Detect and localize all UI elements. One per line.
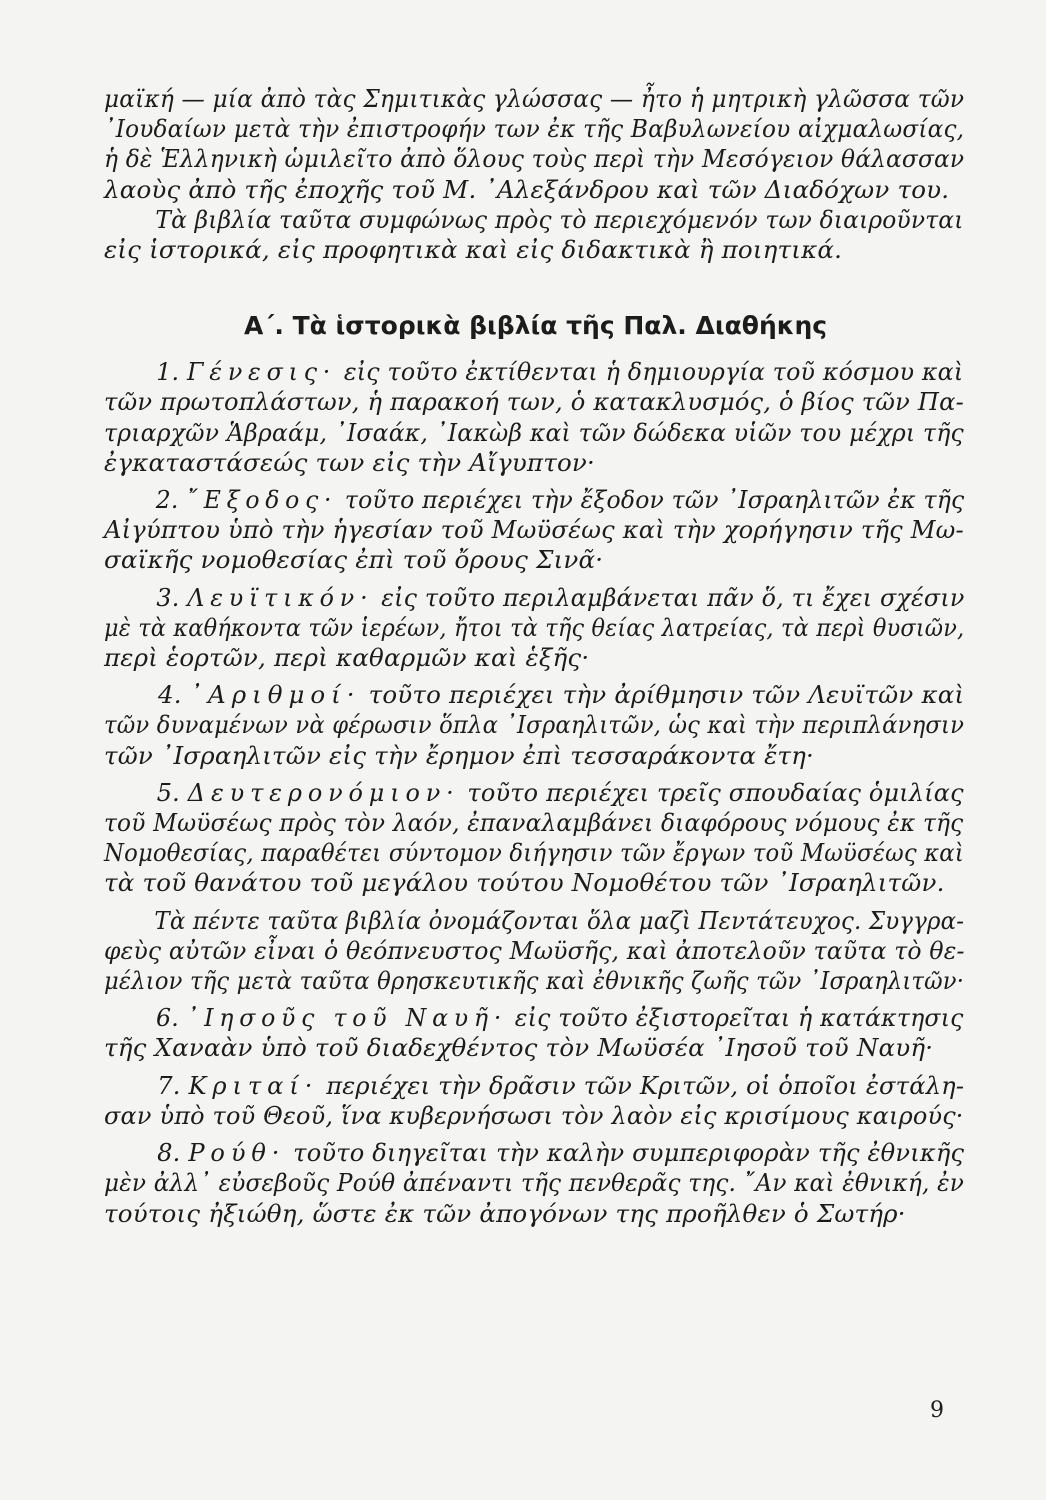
text-line: Τὰ βιβλία ταῦτα συμφώνως πρὸς τὸ περιεχόμενόν των διαιροῦνται — [155, 204, 964, 234]
text-line: τριαρχῶν Ἁβραάμ, ᾿Ισαάκ, ᾿Ιακὼβ καὶ τῶν δώδεκα υἱῶν του μέχρι τῆς — [104, 417, 964, 447]
section-heading: Α΄. Τὰ ἱστορικὰ βιβλία τῆς Παλ. Διαθήκης — [244, 311, 828, 341]
text-line — [104, 1003, 964, 1033]
text-line: τοῦ Μωϋσέως πρὸς τὸν λαόν, ἐπαναλαμβάνει διαφόρους νόμους ἐκ τῆς — [104, 808, 964, 838]
item-number: 8. — [157, 1138, 181, 1168]
item-deuteronomy — [104, 778, 964, 899]
item-leviticus — [104, 583, 964, 674]
item-judges — [104, 1071, 964, 1131]
item-joshua — [104, 1003, 964, 1063]
item-numbers — [104, 680, 964, 771]
text-line: λαοὺς ἀπὸ τῆς ἐποχῆς τοῦ Μ. ᾿Αλεξάνδρου καὶ τῶν Διαδόχων του. — [104, 174, 950, 204]
item-number: 7. — [157, 1070, 181, 1100]
item-number: 3. — [156, 582, 180, 612]
item-text: τοῦτο περιέχει τὴν ἀρίθμησιν τῶν Λευϊτῶν καὶ — [368, 680, 965, 710]
text-line: τῶν ᾿Ισραηλιτῶν εἰς τὴν ἔρημον ἐπὶ τεσσαράκοντα ἔτη· — [104, 740, 815, 770]
text-line: σαν ὑπὸ τοῦ Θεοῦ, ἵνα κυβερνήσωσι τὸν λαὸν εἰς κρισίμους καιρούς· — [104, 1100, 964, 1130]
text-line — [104, 582, 965, 613]
text-line: μέλιον τῆς μετὰ ταῦτα θρησκευτικῆς καὶ ἐθνικῆς ζωῆς τῶν ᾿Ισραηλιτῶν· — [104, 966, 965, 996]
item-number: 6. — [156, 1003, 179, 1033]
item-title: Ρούθ· — [188, 1138, 286, 1168]
text-line: σαϊκῆς νομοθεσίας ἐπὶ τοῦ ὄρους Σινᾶ· — [104, 545, 604, 575]
item-number: 2. — [155, 485, 179, 515]
item-number: 5. — [156, 777, 180, 807]
text-line: τούτοις ἠξιώθη, ὥστε ἐκ τῶν ἀπογόνων της προῆλθεν ὁ Σωτήρ· — [104, 1198, 906, 1228]
text-line: εἰς ἱστορικά, εἰς προφητικὰ καὶ εἰς διδακτικὰ ἢ ποιητικά. — [104, 235, 843, 265]
item-exodus — [104, 485, 964, 576]
item-title: ᾿Ιησοῦς τοῦ Ναυῆ· — [186, 1003, 508, 1033]
text-line: ᾿Ιουδαίων μετὰ τὴν ἐπιστροφήν των ἐκ τῆς Βαβυλωνείου αἰχμαλωσίας, — [104, 114, 965, 144]
item-text: εἰς τοῦτο ἐξιστορεῖται ἡ κατάκτησις — [514, 1003, 964, 1033]
item-title: Γένεσις· — [187, 357, 337, 387]
text-line: περὶ ἑορτῶν, περὶ καθαρμῶν καὶ ἑξῆς· — [104, 643, 590, 673]
item-text: τοῦτο περιέχει τὴν ἔξοδον τῶν ᾿Ισραηλιτῶν ἐκ τῆς — [344, 485, 965, 515]
text-line: ἡ δὲ Ἑλληνικὴ ὡμιλεῖτο ἀπὸ ὅλους τοὺς περὶ τὴν Μεσόγειον θάλασσαν — [104, 144, 965, 174]
text-line: μὲ τὰ καθήκοντα τῶν ἱερέων, ἤτοι τὰ τῆς θείας λατρείας, τὰ περὶ θυσιῶν, — [104, 612, 965, 642]
item-text: περιέχει τὴν δρᾶσιν τῶν Κριτῶν, οἱ ὁποῖοι ἐστάλη- — [326, 1070, 965, 1100]
item-text: τοῦτο διηγεῖται τὴν καλὴν συμπεριφορὰν τῆς ἐθνικῆς — [293, 1138, 965, 1168]
text-line: τὰ τοῦ θανάτου τοῦ μεγάλου τούτου Νομοθέτου τῶν ᾿Ισραηλιτῶν. — [104, 868, 945, 898]
text-line — [104, 1070, 965, 1101]
item-number: 1. — [156, 357, 180, 387]
item-text: εἰς τοῦτο ἐκτίθενται ἡ δημιουργία τοῦ κόσμου καὶ — [343, 357, 964, 387]
text-line: Αἰγύπτου ὑπὸ τὴν ἡγεσίαν τοῦ Μωϋσέως καὶ τὴν χορήγησιν τῆς Μω- — [104, 515, 964, 545]
page-body — [104, 84, 964, 1229]
item-title: Κριταί· — [188, 1070, 319, 1100]
item-genesis — [104, 357, 964, 478]
item-title: ᾿Αριθμοί· — [189, 680, 361, 710]
text-line — [104, 485, 965, 515]
text-line — [104, 680, 964, 710]
intro-paragraph — [104, 84, 964, 265]
text-line: Τὰ πέντε ταῦτα βιβλία ὀνομάζονται ὅλα μαζὶ Πεντάτευχος. Συγγρα- — [154, 905, 965, 935]
page-number: 9 — [930, 1398, 944, 1423]
item-title: Δευτερονόμιον· — [187, 777, 460, 807]
text-line: Νομοθεσίας, παραθέτει σύντομον διήγησιν τῶν ἔργων τοῦ Μωϋσέως καὶ — [104, 838, 964, 868]
text-line: τῶν δυναμένων νὰ φέρωσιν ὅπλα ᾿Ισραηλιτῶν, ὡς καὶ τὴν περιπλάνησιν — [104, 710, 965, 740]
pentateuch-paragraph — [104, 906, 964, 997]
text-line: τῶν πρωτοπλάστων, ἡ παρακοή των, ὁ κατακλυσμός, ὁ βίος τῶν Πα- — [104, 387, 964, 417]
text-line: τῆς Χαναὰν ὑπὸ τοῦ διαδεχθέντος τὸν Μωϋσέα ᾿Ιησοῦ τοῦ Ναυῆ· — [104, 1033, 934, 1063]
item-number: 4. — [158, 680, 182, 710]
text-line: φεὺς αὐτῶν εἶναι ὁ θεόπνευστος Μωϋσῆς, καὶ ἀποτελοῦν ταῦτα τὸ θε- — [104, 935, 965, 965]
item-text: εἰς τοῦτο περιλαμβάνεται πᾶν ὅ, τι ἔχει σχέσιν — [381, 582, 965, 612]
text-line: ἐγκαταστάσεώς των εἰς τὴν Αἴγυπτον· — [104, 447, 595, 477]
text-line — [104, 1138, 965, 1168]
item-title: ῎Εξοδος· — [186, 485, 338, 515]
text-line — [104, 357, 964, 387]
text-line: μὲν ἀλλ᾿ εὐσεβοῦς Ρούθ ἀπέναντι τῆς πενθερᾶς της. ῎Αν καὶ ἐθνική, ἐν — [104, 1168, 965, 1198]
item-title: Λευϊτικόν· — [187, 582, 374, 612]
item-text: τοῦτο περιέχει τρεῖς σπουδαίας ὁμιλίας — [467, 777, 964, 807]
text-line: μαϊκή — μία ἀπὸ τὰς Σημιτικὰς γλώσσας — ἦτο ἡ μητρικὴ γλῶσσα τῶν — [104, 84, 965, 113]
item-ruth — [104, 1138, 964, 1229]
text-line — [104, 777, 964, 808]
